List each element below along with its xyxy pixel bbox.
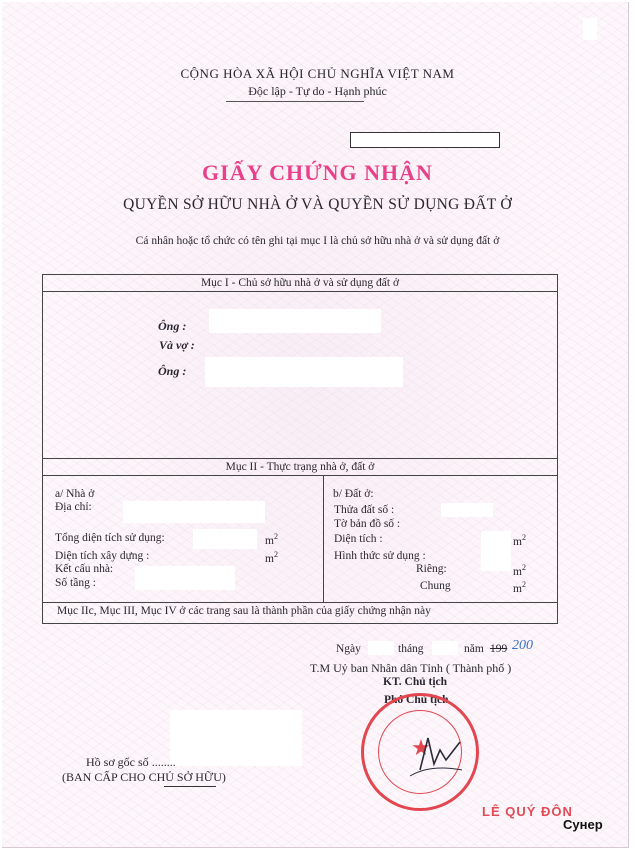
section-2 xyxy=(42,458,558,603)
redaction-address xyxy=(123,501,265,523)
date-month-label: tháng xyxy=(398,643,424,655)
house-built-area-label: Diện tích xây dựng : xyxy=(55,550,150,562)
authority-line: T.M Uỷ ban Nhân dân Tỉnh ( Thành phố ) xyxy=(310,661,512,675)
motto-underline xyxy=(226,101,364,102)
redaction-area xyxy=(193,529,257,549)
section-1-heading-line xyxy=(43,291,557,292)
spouse-label: Và vợ : xyxy=(159,338,195,352)
land-shared-unit: $m^2$ xyxy=(513,580,526,595)
signature-scribble xyxy=(400,720,470,790)
redaction-floors xyxy=(135,566,235,590)
certificate-subtitle: QUYỀN SỞ HỮU NHÀ Ở VÀ QUYỀN SỬ DỤNG ĐẤT Ở xyxy=(123,196,512,213)
redaction-parcel xyxy=(441,503,493,517)
house-floors-label: Số tầng : xyxy=(55,577,96,589)
certificate-title: GIẤY CHỨNG NHẬN xyxy=(202,160,433,185)
owner-2-label: Ông : xyxy=(158,364,187,378)
land-private-label: Riêng: xyxy=(416,563,447,575)
house-structure-label: Kết cấu nhà: xyxy=(55,563,114,575)
house-address-label: Địa chỉ: xyxy=(55,501,92,513)
redaction-month xyxy=(432,641,458,655)
redaction-top-right xyxy=(583,18,597,40)
land-area-label: Diện tích : xyxy=(334,533,383,545)
watermark-text: Cyнep xyxy=(563,817,603,832)
date-day-label: Ngày xyxy=(336,643,361,655)
signer-name: LÊ QUÝ ĐÔN xyxy=(482,804,573,819)
date-year-printed: 199 xyxy=(490,643,508,655)
redaction-owner-1 xyxy=(209,309,381,333)
house-total-area-unit: $m^2$ xyxy=(265,532,278,547)
owner-1-label: Ông : xyxy=(158,319,187,333)
nation-heading: CỘNG HÒA XÃ HỘI CHỦ NGHĨA VIỆT NAM xyxy=(180,66,455,81)
date-year-handwritten: 200 xyxy=(512,638,533,653)
redaction-land-area xyxy=(481,531,511,571)
house-heading: a/ Nhà ở xyxy=(55,488,95,500)
section-2-heading: Mục II - Thực trạng nhà ở, đất ở xyxy=(225,461,375,473)
section-2-divider xyxy=(323,475,324,602)
date-year-label: năm xyxy=(464,643,484,655)
section-1 xyxy=(42,274,558,459)
motto: Độc lập - Tự do - Hạnh phúc xyxy=(248,84,387,98)
original-file-label: Hồ sơ gốc số ........ xyxy=(86,755,176,769)
certificate-description: Cá nhân hoặc tổ chức có tên ghi tại mục I là chủ sở hữu nhà ở và sử dụng đất ở xyxy=(135,235,500,247)
section-1-heading: Mục I - Chủ sở hữu nhà ở và sử dụng đất ở xyxy=(200,277,400,289)
redaction-owner-2 xyxy=(205,357,403,387)
kt-chairman: KT. Chủ tịch xyxy=(383,676,448,688)
redaction-day xyxy=(368,641,394,655)
section-2-heading-line xyxy=(43,475,557,476)
footer-note-row xyxy=(42,601,558,624)
seal-star-icon: ★ xyxy=(411,735,431,760)
land-map-sheet-label: Tờ bản đồ số : xyxy=(334,518,401,530)
land-usage-label: Hình thức sử dụng : xyxy=(334,550,426,562)
house-built-area-unit: $m^2$ xyxy=(265,550,278,565)
land-shared-label: Chung xyxy=(420,580,451,592)
redaction-record-number xyxy=(170,710,302,766)
footer-note: Mục IIc, Mục III, Mục IV ở các trang sau là thành phần của giấy chứng nhận này xyxy=(57,605,431,617)
land-private-unit: $m^2$ xyxy=(513,563,526,578)
serial-number-box xyxy=(350,132,500,148)
house-total-area-label: Tổng diện tích sử dụng: xyxy=(55,532,165,544)
issued-to-owner: (BAN CẤP CHO CHỦ SỞ HỮU) xyxy=(62,770,226,784)
issued-to-underline xyxy=(164,786,216,787)
land-heading: b/ Đất ở: xyxy=(333,488,374,500)
land-parcel-label: Thửa đất số : xyxy=(334,504,395,516)
vice-chairman: Phó Chủ tịch xyxy=(384,694,449,706)
land-area-unit: $m^2$ xyxy=(513,533,526,548)
